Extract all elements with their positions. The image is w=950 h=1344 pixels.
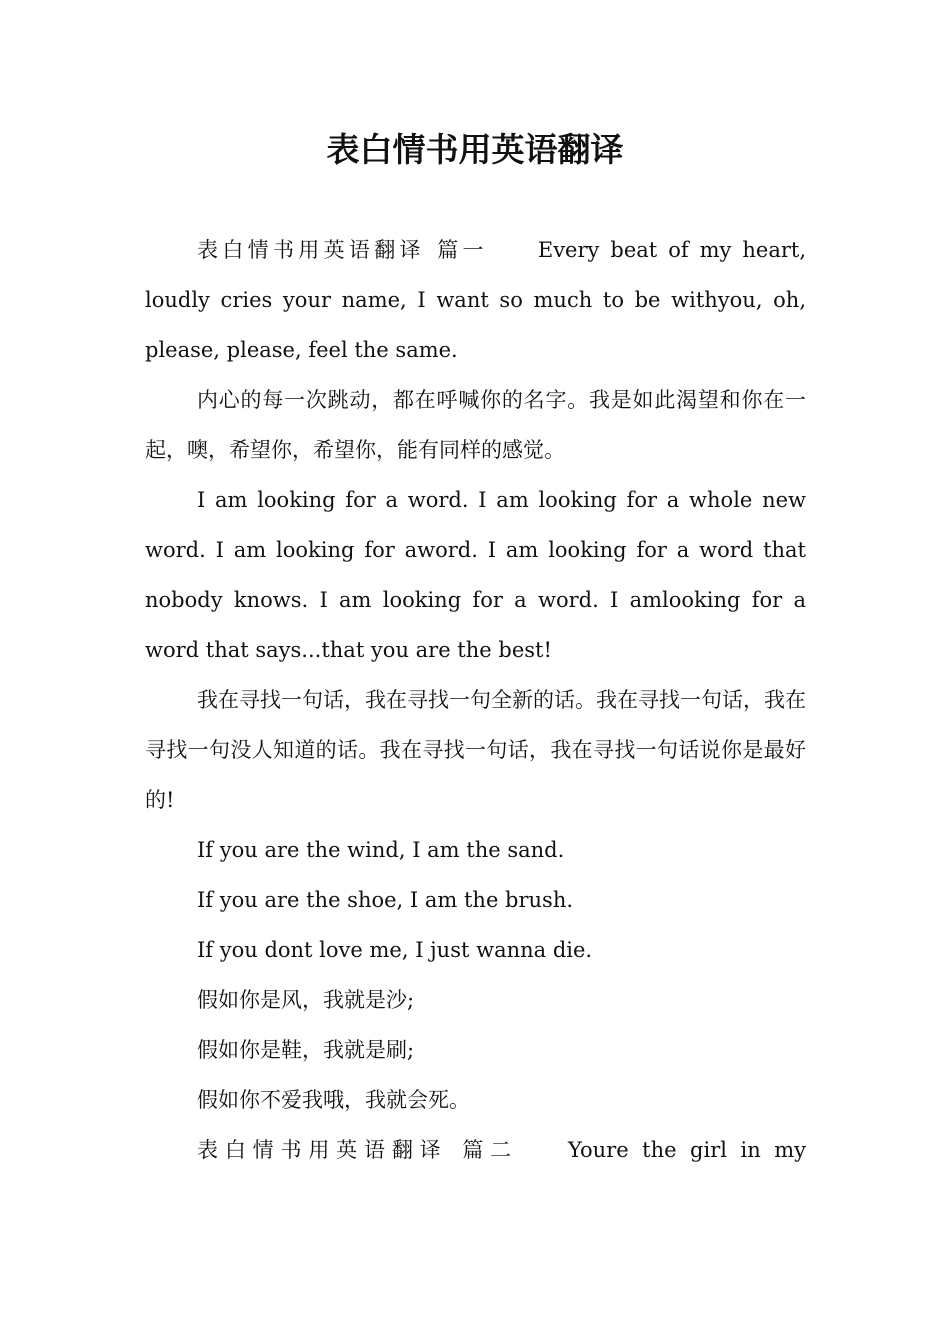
paragraph-1 — [145, 225, 806, 375]
paragraph-text: Every beat of my heart, loudly cries your name, I want so much to be withyou, oh, please, please, feel the same. — [145, 238, 807, 362]
paragraph-4: 我在寻找一句话，我在寻找一句全新的话。我在寻找一句话，我在寻找一句没人知道的话。我在寻找一句话，我在寻找一句话说你是最好的! — [145, 688, 806, 812]
paragraph-7: If you dont love me, I just wanna die. — [197, 938, 593, 962]
section-heading: 表白情书用英语翻译 — [197, 1138, 448, 1162]
paragraph-text: Youre the girl in my — [567, 1138, 807, 1162]
section-number: 篇二 — [455, 1138, 518, 1162]
paragraph-3: I am looking for a word. I am looking for a whole new word. I am looking for aword. I am looking for a word that nobody knows. I am looking for a word. I amlooking for a word that says...that you are the best! — [145, 488, 806, 662]
paragraph-9: 假如你是鞋，我就是刷; — [197, 1038, 415, 1062]
paragraph-11 — [145, 1125, 806, 1175]
section-heading: 表白情书用英语翻译 — [197, 238, 425, 262]
paragraph-10: 假如你不爱我哦，我就会死。 — [197, 1088, 470, 1112]
paragraph-2: 内心的每一次跳动，都在呼喊你的名字。我是如此渴望和你在一起，噢，希望你，希望你，能有同样的感觉。 — [145, 388, 806, 462]
paragraph-6: If you are the shoe, I am the brush. — [197, 888, 574, 912]
document-body — [145, 225, 806, 1175]
section-number: 篇一 — [432, 238, 488, 262]
document-title: 表白情书用英语翻译 — [326, 130, 624, 169]
paragraph-5: If you are the wind, I am the sand. — [197, 838, 565, 862]
paragraph-8: 假如你是风，我就是沙; — [197, 988, 415, 1012]
